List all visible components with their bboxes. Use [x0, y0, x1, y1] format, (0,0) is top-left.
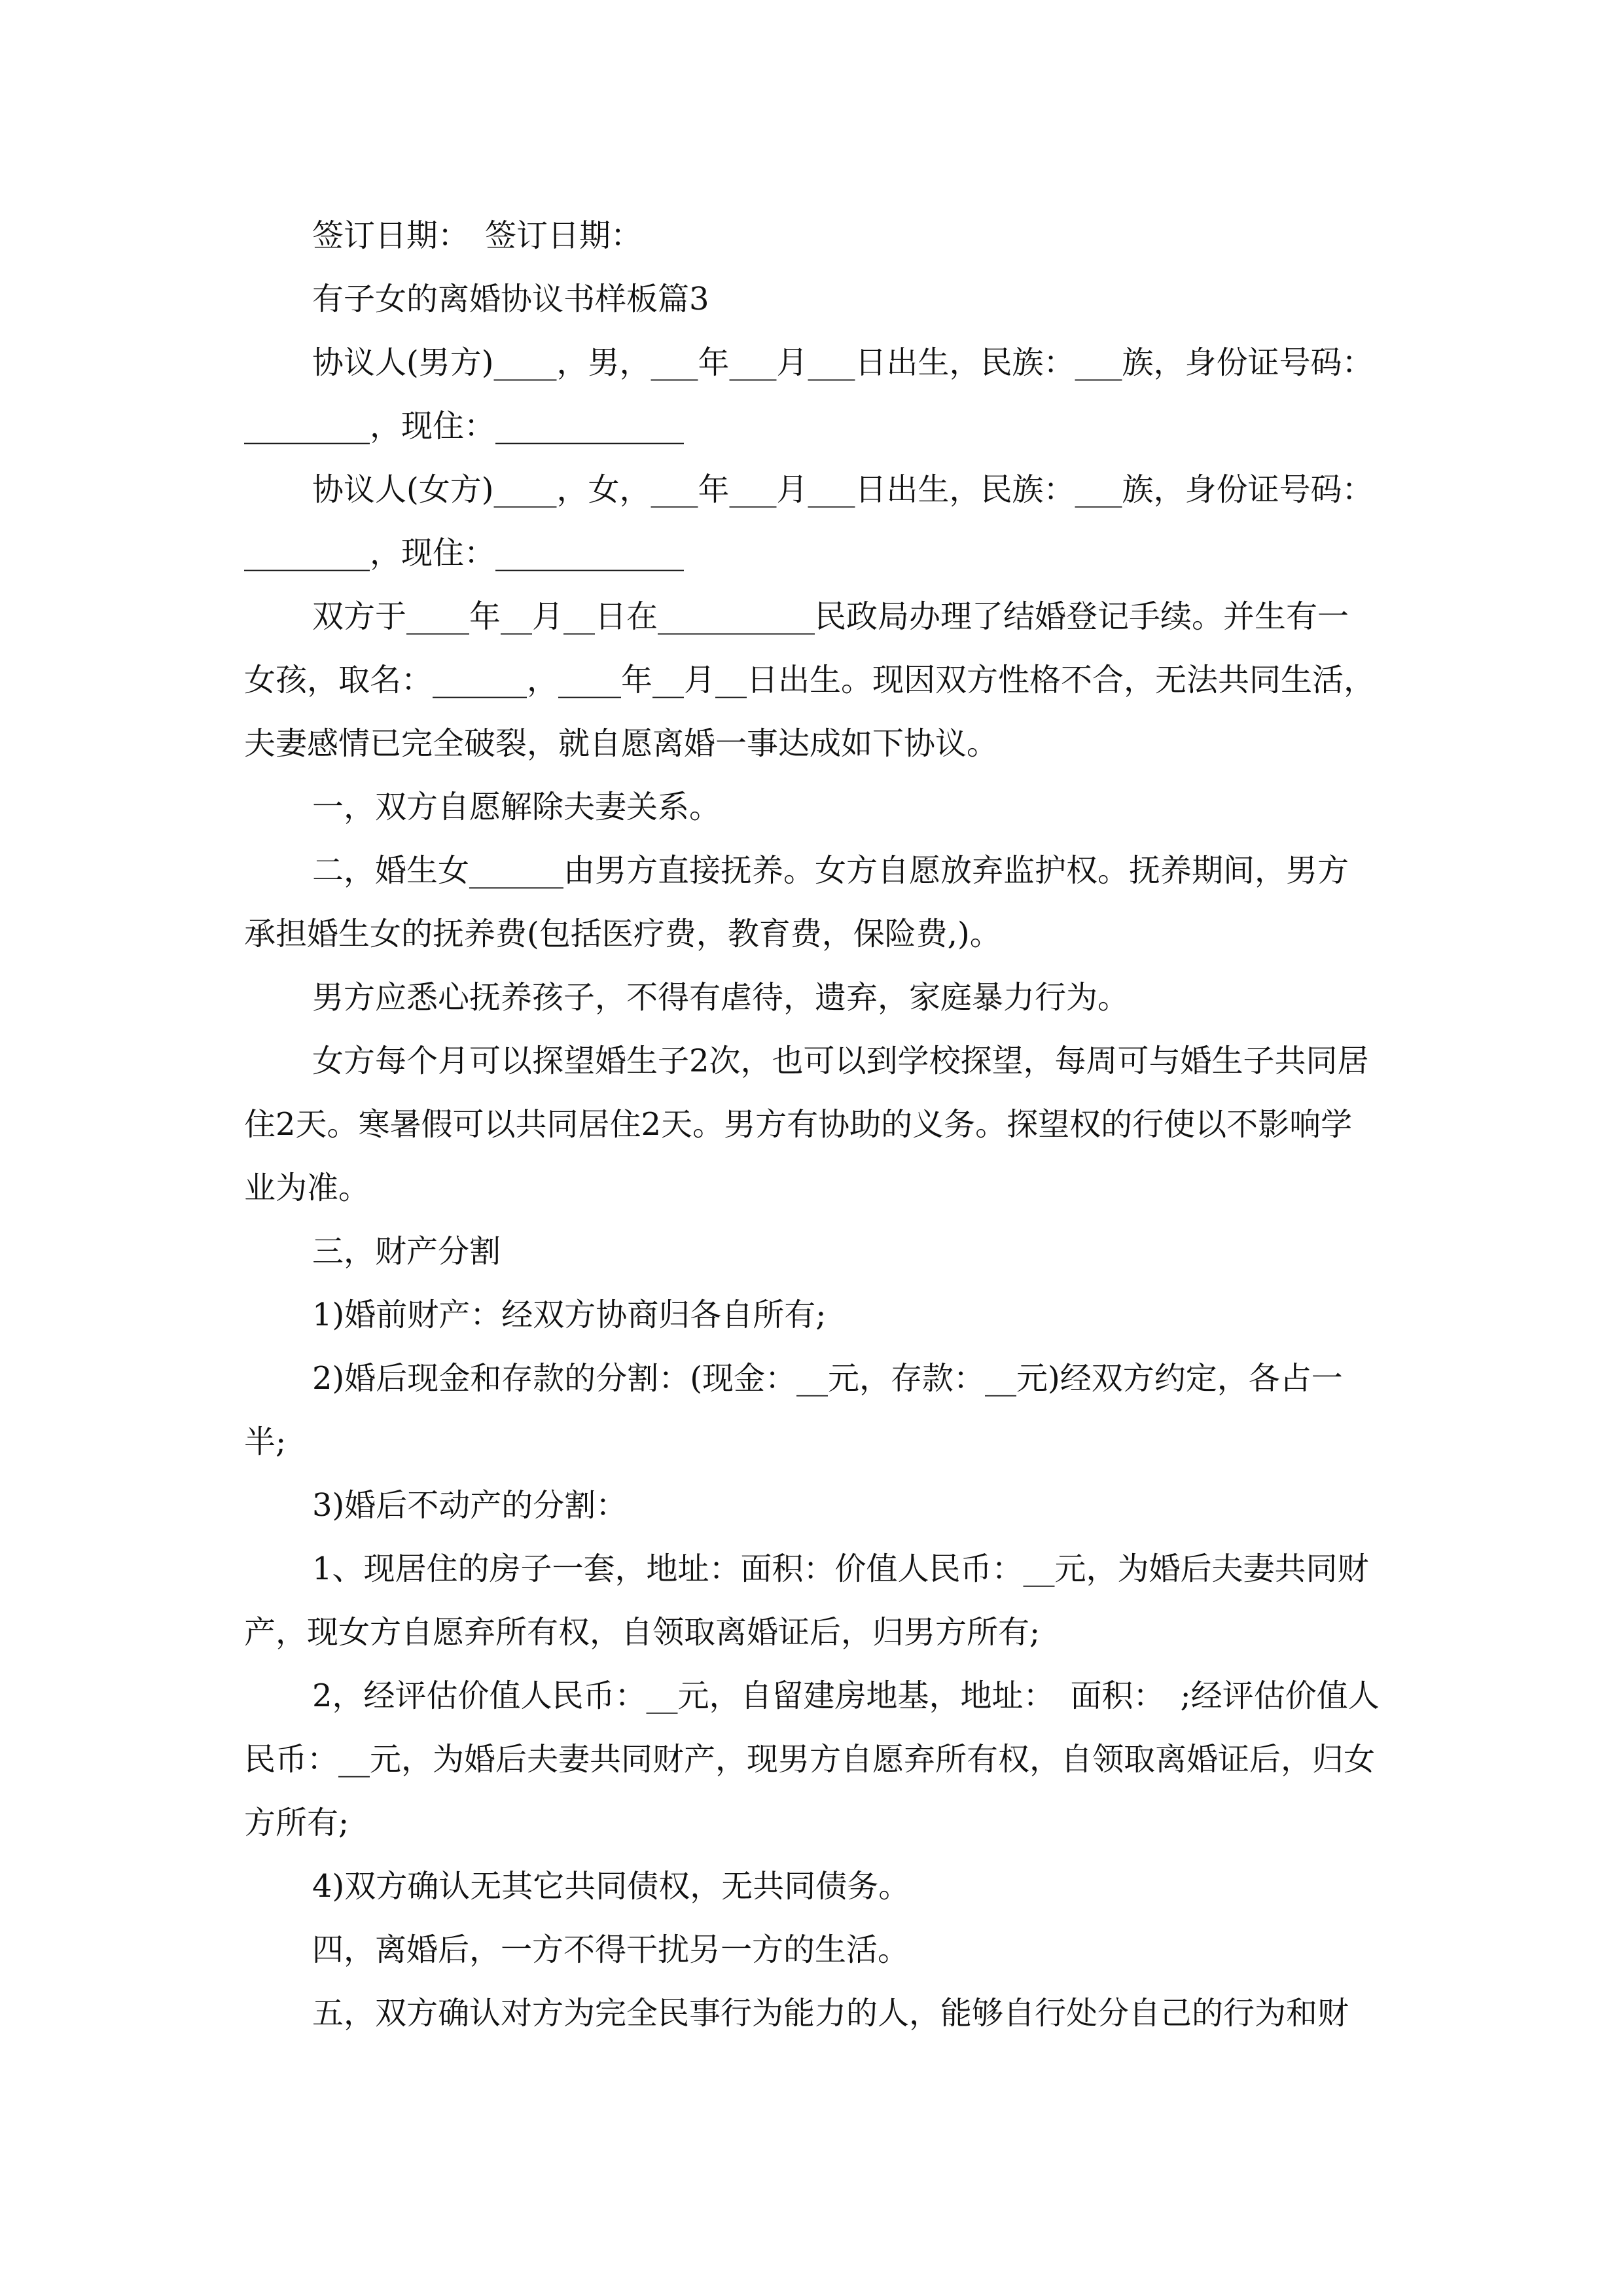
clause-3-1: 1)婚前财产：经双方协商归各自所有; — [312, 1297, 827, 1333]
clause-3-2: 2)婚后现金和存款的分割：(现金：__元，存款：__元)经双方约定，各占一半; — [244, 1360, 1343, 1460]
document-body — [244, 204, 1380, 2045]
section-title: 有子女的离婚协议书样板篇3 — [312, 281, 709, 317]
clause-5: 五，双方确认对方为完全民事行为能力的人，能够自行处分自己的行为和财 — [312, 1995, 1349, 2032]
clause-3: 三，财产分割 — [312, 1233, 501, 1270]
clause-3-3-house: 1、现居住的房子一套，地址：面积：价值人民币：__元，为婚后夫妻共同财产，现女方自愿弃所有权，自领取离婚证后，归男方所有; — [244, 1551, 1369, 1651]
clause-3-3-land: 2，经评估价值人民币：__元，自留建房地基，地址： 面积： ;经评估价值人民币：__元，为婚后夫妻共同财产，现男方自愿弃所有权，自领取离婚证后，归女方所有; — [244, 1677, 1380, 1841]
clause-3-3: 3)婚后不动产的分割： — [312, 1487, 628, 1524]
clause-1: 一，双方自愿解除夫妻关系。 — [312, 789, 721, 825]
party-female: 协议人(女方)____，女，___年___月___日出生，民族：___族，身份证号码：________，现住：____________ — [244, 471, 1374, 571]
clause-2-care: 男方应悉心抚养孩子，不得有虐待，遗弃，家庭暴力行为。 — [312, 979, 1130, 1016]
clause-3-4: 4)双方确认无其它共同债权，无共同债务。 — [312, 1868, 910, 1905]
sign-date-line: 签订日期： 签订日期： — [312, 217, 643, 254]
clause-2-visitation: 女方每个月可以探望婚生子2次，也可以到学校探望，每周可与婚生子共同居住2天。寒暑假可以共同居住2天。男方有协助的义务。探望权的行使以不影响学业为准。 — [244, 1043, 1369, 1206]
party-male: 协议人(男方)____，男，___年___月___日出生，民族：___族，身份证号码：________，现住：____________ — [244, 344, 1374, 444]
clause-2: 二，婚生女______由男方直接抚养。女方自愿放弃监护权。抚养期间，男方承担婚生女的抚养费(包括医疗费，教育费，保险费,)。 — [244, 852, 1349, 952]
clause-4: 四，离婚后，一方不得干扰另一方的生活。 — [312, 1931, 910, 1968]
marriage-background: 双方于____年__月__日在__________民政局办理了结婚登记手续。并生有一女孩，取名：______，____年__月__日出生。现因双方性格不合，无法共同生活，夫妻感情已完全破裂，就自愿离婚一事达成如下协议。 — [244, 598, 1376, 762]
